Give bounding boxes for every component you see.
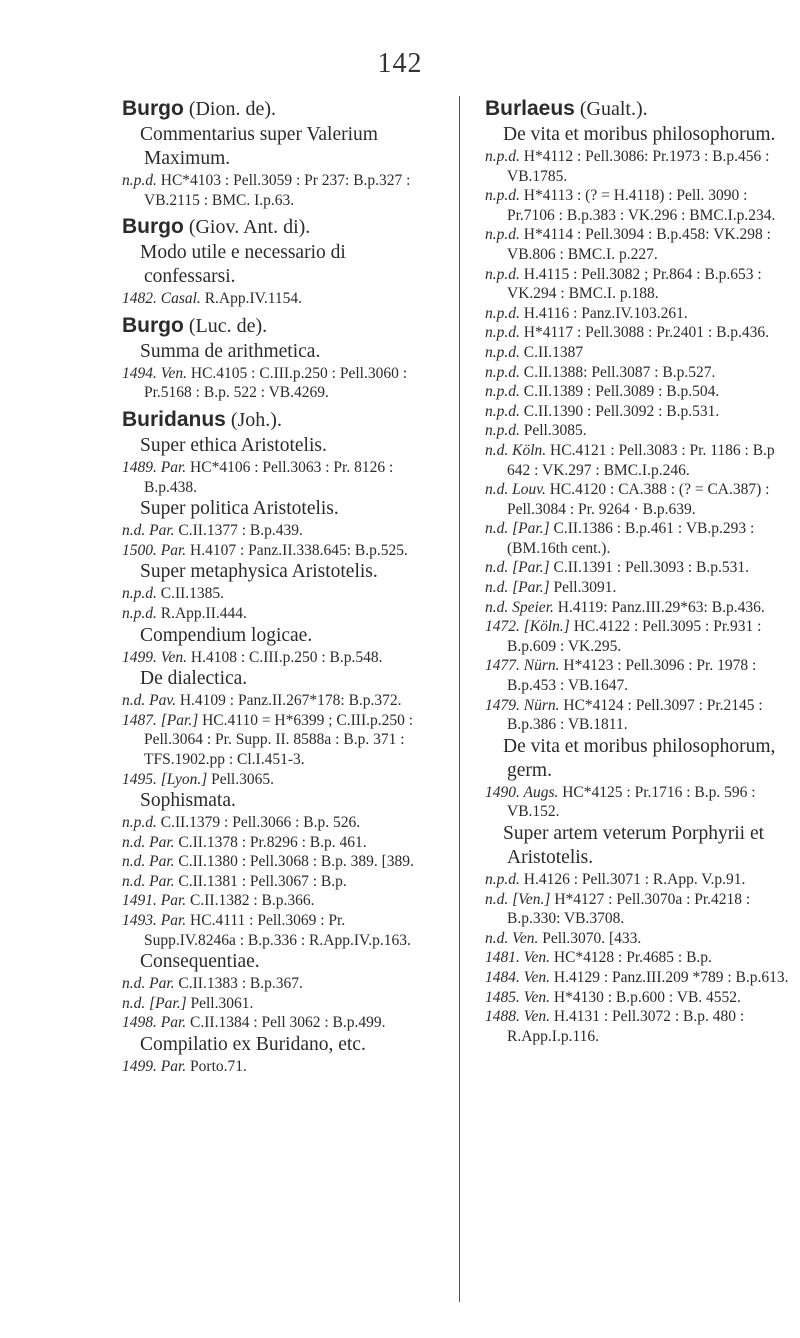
edition-references: Pell.3085. xyxy=(519,422,587,440)
work-title-text: De vita et moribus philosophorum. xyxy=(503,124,776,145)
author-heading xyxy=(122,406,440,434)
edition-references: HC*4106 : Pell.3063 : Pr. 8126 : B.p.438. xyxy=(144,458,394,496)
edition-place: Ven. xyxy=(519,1008,551,1026)
edition-place: Ven. xyxy=(519,988,551,1006)
work-title-text: Super artem veterum Porphyrii et Aristotelis. xyxy=(503,823,765,868)
edition-references: H.4116 : Panz.IV.103.261. xyxy=(519,304,688,322)
work-title xyxy=(122,950,440,974)
edition-entry xyxy=(122,891,440,911)
edition-date: n.d. xyxy=(485,890,509,908)
edition-date: n.p.d. xyxy=(122,172,157,189)
edition-entry xyxy=(485,783,797,822)
edition-references: H*4114 : Pell.3094 : B.p.458: VK.298 : VB.806 : BMC.I. p.227. xyxy=(507,226,771,263)
work-title xyxy=(485,735,797,783)
edition-references: H.4109 : Panz.II.267*178: B.p.372. xyxy=(175,692,402,710)
edition-date: n.p.d. xyxy=(122,585,157,603)
edition-place: Casal. xyxy=(156,290,201,308)
edition-place: Par. xyxy=(156,1014,187,1032)
edition-entry xyxy=(485,147,797,186)
edition-place: Ven. xyxy=(156,648,188,666)
edition-entry xyxy=(122,584,440,604)
edition-place: Ven. xyxy=(519,949,551,967)
edition-references: C.II.1382 : B.p.366. xyxy=(186,892,315,910)
edition-date: n.p.d. xyxy=(122,814,157,832)
edition-date: 1482. xyxy=(122,290,157,308)
edition-date: n.d. xyxy=(485,441,509,459)
edition-references: H.4131 : Pell.3072 : B.p. 480 : R.App.I.p.116. xyxy=(507,1008,745,1045)
edition-date: n.d. xyxy=(485,579,509,597)
edition-date: n.p.d. xyxy=(485,324,520,342)
edition-references: Porto.71. xyxy=(186,1058,247,1076)
edition-entry xyxy=(122,911,440,950)
edition-place: [Par.] xyxy=(508,520,550,538)
edition-references: C.II.1391 : Pell.3093 : B.p.531. xyxy=(549,559,749,577)
edition-references: H.4129 : Panz.III.209 *789 : B.p.613. xyxy=(550,968,789,986)
edition-date: n.p.d. xyxy=(485,871,520,888)
edition-references: HC.4120 : CA.388 : (? = CA.387) : Pell.3084 : Pr. 9264 · B.p.639. xyxy=(507,481,770,518)
edition-date: 1481. xyxy=(485,949,520,967)
author-forename: (Dion. de). xyxy=(183,98,277,120)
edition-references: H*4113 : (? = H.4118) : Pell. 3090 : Pr.7106 : B.p.383 : VK.296 : BMC.I.p.234. xyxy=(507,187,776,224)
edition-entry xyxy=(485,304,797,324)
work-title-text: Modo utile e necessario di confessarsi. xyxy=(140,242,346,288)
edition-references: HC*4128 : Pr.4685 : B.p. xyxy=(550,949,712,967)
edition-references: HC.4105 : C.III.p.250 : Pell.3060 : Pr.5168 : B.p. 522 : VB.4269. xyxy=(144,364,408,402)
edition-date: n.d. xyxy=(122,833,146,851)
edition-entry xyxy=(485,1007,797,1046)
edition-place: Nürn. xyxy=(519,657,560,675)
edition-references: C.II.1386 : B.p.461 : VB.p.293 : (BM.16th cent.). xyxy=(507,520,755,557)
edition-date: 1493. xyxy=(122,912,157,930)
edition-entry xyxy=(485,225,797,264)
edition-references: H*4123 : Pell.3096 : Pr. 1978 : B.p.453 : VB.1647. xyxy=(507,657,757,695)
edition-references: HC.4111 : Pell.3069 : Pr. Supp.IV.8246a : B.p.336 : R.App.IV.p.163. xyxy=(144,912,411,949)
work-title xyxy=(122,560,440,584)
edition-references: H*4130 : B.p.600 : VB. 4552. xyxy=(550,988,741,1006)
work-title xyxy=(122,1033,440,1057)
edition-date: 1484. xyxy=(485,968,520,986)
edition-entry xyxy=(485,578,797,598)
edition-date: n.d. xyxy=(122,522,146,540)
left-column xyxy=(122,92,440,1077)
edition-place: Speier. xyxy=(508,598,554,616)
work-title xyxy=(122,624,440,648)
author-heading xyxy=(122,213,440,241)
edition-date: 1491. xyxy=(122,892,157,910)
edition-references: H.4107 : Panz.II.338.645: B.p.525. xyxy=(186,541,408,559)
edition-date: n.p.d. xyxy=(485,265,520,283)
edition-entry xyxy=(122,648,440,668)
work-title xyxy=(122,434,440,458)
work-title-text: Super politica Aristotelis. xyxy=(140,498,339,520)
edition-place: Nürn. xyxy=(519,696,560,714)
author-forename: (Giov. Ant. di). xyxy=(183,216,311,239)
edition-date: 1499. xyxy=(122,1058,157,1076)
edition-date: n.p.d. xyxy=(485,422,520,440)
work-title-text: Commentarius super Valerium Maximum. xyxy=(140,124,378,169)
edition-references: Pell.3070. [433. xyxy=(538,929,642,947)
edition-references: Pell.3061. xyxy=(186,994,254,1012)
edition-date: n.d. xyxy=(485,929,509,947)
edition-entry xyxy=(122,604,440,624)
edition-references: C.II.1385. xyxy=(156,585,225,603)
edition-entry xyxy=(485,617,797,656)
edition-entry xyxy=(485,265,797,304)
edition-date: n.d. xyxy=(485,559,509,577)
edition-references: H.4108 : C.III.p.250 : B.p.548. xyxy=(187,648,383,666)
edition-references: Pell.3091. xyxy=(549,579,617,597)
edition-references: HC*4124 : Pell.3097 : Pr.2145 : B.p.386 : VB.1811. xyxy=(507,696,763,734)
edition-place: Par. xyxy=(156,912,187,930)
work-title xyxy=(122,789,440,813)
edition-references: HC.4110 = H*6399 ; C.III.p.250 : Pell.3064 : Pr. Supp. II. 8588a : B.p. 371 : TFS.1902.pp : Cl.I.451-3. xyxy=(144,711,414,768)
work-title-text: Summa de arithmetica. xyxy=(140,340,321,362)
edition-references: C.II.1380 : Pell.3068 : B.p. 389. [389. xyxy=(174,853,414,871)
edition-date: 1500. xyxy=(122,541,157,559)
edition-references: C.II.1379 : Pell.3066 : B.p. 526. xyxy=(156,814,361,832)
author-name: Burgo xyxy=(122,215,184,239)
edition-references: H.4119: Panz.III.29*63: B.p.436. xyxy=(553,598,765,616)
work-title xyxy=(122,340,440,364)
edition-entry xyxy=(122,171,440,210)
edition-entry xyxy=(485,656,797,695)
edition-entry xyxy=(485,382,797,402)
edition-date: 1494. xyxy=(122,364,157,382)
work-title xyxy=(485,123,797,147)
edition-date: 1487. xyxy=(122,711,157,729)
edition-entry xyxy=(122,852,440,872)
edition-date: n.p.d. xyxy=(485,383,520,401)
edition-entry xyxy=(485,323,797,343)
edition-entry xyxy=(485,186,797,225)
edition-entry xyxy=(122,813,440,833)
edition-place: Par. xyxy=(145,853,175,871)
edition-date: n.p.d. xyxy=(485,304,520,322)
edition-date: 1499. xyxy=(122,648,157,666)
edition-place: Par. xyxy=(145,522,175,540)
edition-references: C.II.1390 : Pell.3092 : B.p.531. xyxy=(519,402,720,420)
edition-references: C.II.1387 xyxy=(519,343,584,361)
edition-place: Par. xyxy=(156,1058,187,1076)
edition-entry xyxy=(485,598,797,618)
edition-entry xyxy=(122,521,440,541)
edition-references: C.II.1388: Pell.3087 : B.p.527. xyxy=(519,363,716,381)
author-name: Burgo xyxy=(122,97,184,120)
edition-references: H.4126 : Pell.3071 : R.App. V.p.91. xyxy=(519,871,746,888)
edition-references: H*4112 : Pell.3086: Pr.1973 : B.p.456 : VB.1785. xyxy=(507,148,770,185)
edition-entry xyxy=(485,519,797,558)
edition-place: Augs. xyxy=(519,783,559,801)
edition-place: Par. xyxy=(156,892,187,910)
edition-entry xyxy=(122,458,440,497)
edition-place: [Par.] xyxy=(508,579,550,597)
edition-place: [Lyon.] xyxy=(156,770,208,788)
edition-entry xyxy=(122,541,440,561)
edition-place: [Par.] xyxy=(508,559,550,577)
edition-references: R.App.IV.1154. xyxy=(200,290,303,308)
edition-place: [Par.] xyxy=(156,711,199,729)
edition-date: n.p.d. xyxy=(485,402,520,420)
edition-date: 1479. xyxy=(485,696,520,714)
work-title-text: De dialectica. xyxy=(140,668,248,690)
edition-entry xyxy=(485,696,797,735)
edition-references: C.II.1377 : B.p.439. xyxy=(174,522,303,540)
edition-date: n.d. xyxy=(122,994,146,1012)
edition-references: H.4115 : Pell.3082 ; Pr.864 : B.p.653 : VK.294 : BMC.I. p.188. xyxy=(507,265,762,303)
edition-date: n.p.d. xyxy=(485,187,520,205)
column-divider xyxy=(459,96,460,1302)
edition-entry xyxy=(122,833,440,853)
edition-references: Pell.3065. xyxy=(207,770,274,788)
edition-references: H*4117 : Pell.3088 : Pr.2401 : B.p.436. xyxy=(519,324,770,342)
edition-entry xyxy=(485,363,797,383)
edition-references: HC*4103 : Pell.3059 : Pr 237: B.p.327 : VB.2115 : BMC. I.p.63. xyxy=(144,172,411,209)
edition-entry xyxy=(485,948,797,968)
edition-date: 1472. xyxy=(485,618,520,636)
edition-entry xyxy=(122,1057,440,1077)
author-heading xyxy=(485,95,797,123)
edition-place: Ven. xyxy=(519,968,551,986)
edition-date: n.p.d. xyxy=(485,363,520,381)
edition-date: 1485. xyxy=(485,988,520,1006)
edition-date: n.d. xyxy=(485,520,509,538)
edition-place: [Ven.] xyxy=(508,890,551,908)
edition-place: Par. xyxy=(156,541,187,559)
edition-entry xyxy=(485,441,797,480)
work-title-text: De vita et moribus philosophorum, germ. xyxy=(503,735,776,781)
edition-entry xyxy=(485,988,797,1008)
edition-references: HC*4125 : Pr.1716 : B.p. 596 : VB.152. xyxy=(507,783,756,821)
edition-entry xyxy=(122,364,440,403)
edition-place: Ven. xyxy=(508,929,539,947)
edition-entry xyxy=(485,870,797,890)
edition-references: HC.4122 : Pell.3095 : Pr.931 : B.p.609 : VK.295. xyxy=(507,618,762,655)
author-name: Buridanus xyxy=(122,407,226,431)
edition-place: Par. xyxy=(145,872,175,890)
edition-place: Ven. xyxy=(156,364,188,382)
edition-references: H*4127 : Pell.3070a : Pr.4218 : B.p.330: VB.3708. xyxy=(507,890,751,928)
edition-date: 1498. xyxy=(122,1014,157,1032)
edition-entry xyxy=(485,968,797,988)
edition-entry xyxy=(122,289,440,309)
edition-entry xyxy=(485,890,797,929)
edition-date: 1477. xyxy=(485,657,520,675)
edition-date: 1495. xyxy=(122,770,157,788)
right-column xyxy=(485,92,797,1046)
edition-entry xyxy=(122,711,440,770)
edition-place: Par. xyxy=(145,833,175,851)
edition-references: C.II.1384 : Pell 3062 : B.p.499. xyxy=(186,1014,386,1032)
edition-date: n.p.d. xyxy=(485,148,520,165)
work-title xyxy=(122,667,440,691)
edition-entry xyxy=(122,691,440,711)
edition-entry xyxy=(485,480,797,519)
edition-entry xyxy=(122,994,440,1014)
work-title-text: Compendium logicae. xyxy=(140,624,313,646)
work-title-text: Super ethica Aristotelis. xyxy=(140,434,327,456)
edition-date: n.d. xyxy=(122,975,146,993)
work-title-text: Super metaphysica Aristotelis. xyxy=(140,561,378,583)
edition-references: HC.4121 : Pell.3083 : Pr. 1186 : B.p 642 : VK.297 : BMC.I.p.246. xyxy=(507,441,775,479)
edition-references: C.II.1383 : B.p.367. xyxy=(174,975,303,993)
edition-place: Par. xyxy=(156,458,187,476)
author-heading xyxy=(122,95,440,123)
edition-date: 1488. xyxy=(485,1008,520,1026)
page-number: 142 xyxy=(377,48,423,79)
edition-references: C.II.1389 : Pell.3089 : B.p.504. xyxy=(519,383,720,401)
edition-date: n.d. xyxy=(485,481,509,499)
author-name: Burgo xyxy=(122,313,184,337)
edition-place: Pav. xyxy=(145,692,176,710)
edition-place: Köln. xyxy=(508,441,547,459)
edition-date: 1490. xyxy=(485,783,520,801)
work-title-text: Sophismata. xyxy=(140,790,236,812)
author-forename: (Joh.). xyxy=(225,408,282,431)
edition-date: n.d. xyxy=(122,853,146,871)
edition-entry xyxy=(122,974,440,994)
work-title-text: Consequentiae. xyxy=(140,951,260,973)
edition-date: 1489. xyxy=(122,458,157,476)
work-title xyxy=(485,822,797,870)
edition-entry xyxy=(485,343,797,363)
edition-entry xyxy=(122,872,440,892)
author-name: Burlaeus xyxy=(485,97,575,120)
work-title-text: Compilatio ex Buridano, etc. xyxy=(140,1034,366,1056)
edition-entry xyxy=(122,770,440,790)
edition-date: n.p.d. xyxy=(485,226,520,244)
edition-date: n.d. xyxy=(485,598,509,616)
edition-entry xyxy=(485,421,797,441)
edition-references: C.II.1381 : Pell.3067 : B.p. xyxy=(174,872,347,890)
edition-references: R.App.II.444. xyxy=(156,604,247,622)
edition-date: n.d. xyxy=(122,692,146,710)
edition-place: Louv. xyxy=(508,481,546,499)
edition-entry xyxy=(122,1013,440,1033)
edition-place: [Par.] xyxy=(145,994,187,1012)
work-title xyxy=(122,497,440,521)
work-title xyxy=(122,241,440,289)
edition-references: C.II.1378 : Pr.8296 : B.p. 461. xyxy=(174,833,367,851)
edition-date: n.p.d. xyxy=(122,604,157,622)
author-forename: (Luc. de). xyxy=(183,314,268,337)
edition-place: Par. xyxy=(145,975,175,993)
edition-entry xyxy=(485,402,797,422)
work-title xyxy=(122,123,440,171)
edition-entry xyxy=(485,558,797,578)
author-forename: (Gualt.). xyxy=(574,98,648,120)
edition-date: n.d. xyxy=(122,872,146,890)
edition-place: [Köln.] xyxy=(519,618,570,636)
edition-date: n.p.d. xyxy=(485,343,520,361)
author-heading xyxy=(122,312,440,340)
edition-entry xyxy=(485,929,797,949)
